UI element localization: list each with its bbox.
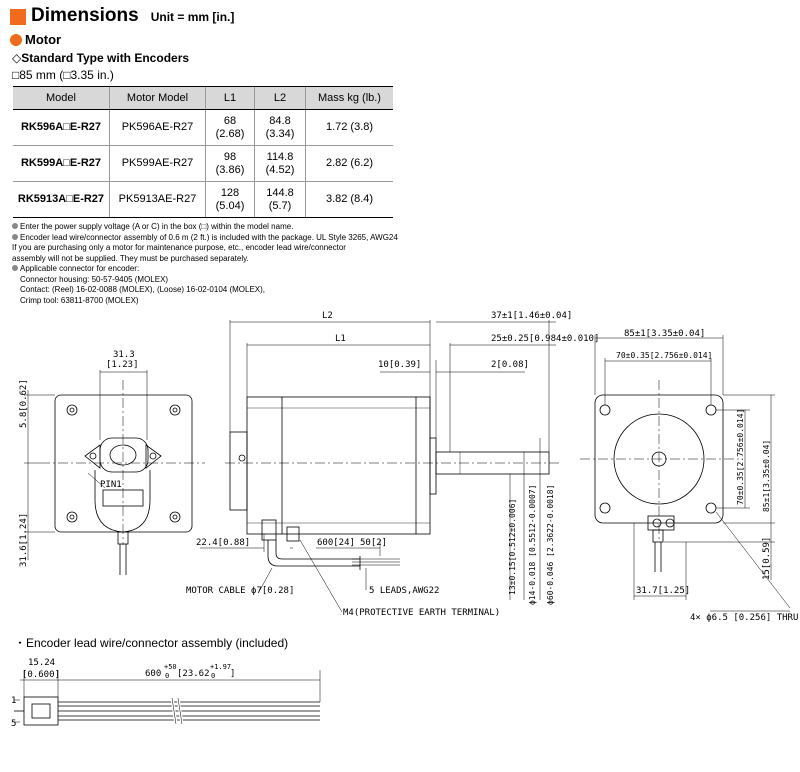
dim-70: 70±0.35[2.756±0.014]	[616, 351, 713, 360]
hole-icon	[706, 503, 716, 513]
page-title: Dimensions Unit = mm [in.]	[31, 5, 235, 26]
dim-60: ϕ60-0.046 [2.3622-0.0018]	[546, 484, 555, 605]
dim-37: 37±1[1.46±0.04]	[491, 311, 573, 321]
unit-label: Unit = mm [in.]	[150, 10, 235, 24]
col-model: Model	[13, 87, 110, 110]
cell-motor-model: PK599AE-R27	[110, 146, 206, 182]
dim-2: 2[0.08]	[491, 360, 529, 370]
note-2: Encoder lead wire/connector assembly of 0.6 m (2 ft.) is included with the package. UL Style 3265, AWG24	[12, 233, 412, 244]
dim-25: 25±0.25[0.984±0.010]	[491, 334, 600, 344]
cell-l2: 144.8 (5.7)	[255, 182, 306, 218]
hole-center	[173, 408, 177, 412]
hole-icon	[170, 405, 180, 415]
encoder-cover	[230, 432, 247, 510]
dim-cable-600-in: [23.62	[177, 669, 210, 679]
connector-latch	[32, 704, 50, 718]
dim-0-600: [0.600]	[22, 670, 60, 680]
cell-model: RK596A□E-R27	[13, 110, 110, 146]
hole-icon	[600, 503, 610, 513]
hole-icon	[67, 405, 77, 415]
col-l1: L1	[206, 87, 255, 110]
note-3: Applicable connector for encoder:	[12, 264, 412, 275]
hole-icon	[67, 512, 77, 522]
col-motor-model: Motor Model	[110, 87, 206, 110]
cell-model: RK599A□E-R27	[13, 146, 110, 182]
dim-15: 15[0.59]	[762, 536, 772, 580]
motor-cable-label: MOTOR CABLE ϕ7[0.28]	[186, 586, 295, 596]
cell-mass: 2.82 (6.2)	[306, 146, 394, 182]
hole-icon	[170, 512, 180, 522]
dim-5-8: 5.8[0.62]	[19, 379, 29, 428]
dim-22-4: 22.4[0.88]	[196, 538, 251, 548]
dim-cable-600-in-tol2: 0	[211, 672, 216, 680]
pilot	[430, 438, 436, 494]
note-3b: Contact: (Reel) 16-02-0088 (MOLEX), (Loose) 16-02-0104 (MOLEX),	[20, 285, 265, 294]
note-3c: Crimp tool: 63811-8700 (MOLEX)	[20, 295, 139, 305]
hole-center	[173, 515, 177, 519]
cell-l2: 84.8 (3.34)	[255, 110, 306, 146]
cell-l1: 128 (5.04)	[206, 182, 255, 218]
rear-flange	[55, 395, 192, 532]
dim-cable-600: 600	[145, 669, 162, 679]
encoder-ear-left	[85, 445, 100, 468]
cell-l1: 68 (2.68)	[206, 110, 255, 146]
hole-center	[70, 408, 74, 412]
rear-view	[24, 370, 205, 575]
dim-cable-600-in-tol: +1.97	[210, 663, 232, 671]
dim-13: 13±0.15[0.512±0.006]	[508, 498, 517, 595]
cell-motor-model: PK5913AE-R27	[110, 182, 206, 218]
screw-icon	[90, 453, 96, 459]
dim-cable-600-tol2: 0	[165, 672, 170, 680]
dim-85-vertical: 85±1[3.35±0.04]	[762, 439, 771, 512]
dim-1-23: [1.23]	[106, 360, 139, 370]
dim-50: 50[2]	[360, 538, 388, 548]
screw-icon	[239, 455, 245, 461]
note-1: Enter the power supply voltage (A or C) in the box (□) within the model name.	[12, 222, 412, 233]
dim-31-6: 31.6[1.24]	[19, 512, 29, 567]
cell-l1: 98 (3.86)	[206, 146, 255, 182]
dim-14: ϕ14-0.018 [0.5512-0.0007]	[528, 484, 537, 605]
col-l2: L2	[255, 87, 306, 110]
dim-600: 600[24]	[317, 538, 355, 548]
cell-l2: 114.8 (4.52)	[255, 146, 306, 182]
section-title: Motor	[25, 32, 62, 47]
col-mass: Mass kg (lb.)	[306, 87, 394, 110]
hole-icon	[706, 405, 716, 415]
pin-1-label: 1	[11, 696, 17, 706]
dim-cable-600-close: ]	[230, 669, 236, 679]
front-view	[580, 335, 790, 611]
motor-body	[247, 397, 430, 534]
cell-model: RK5913A□E-R27	[13, 182, 110, 218]
dim-10: 10[0.39]	[378, 360, 422, 370]
dim-15-24: 15.24	[28, 658, 56, 668]
cell-mass: 1.72 (3.8)	[306, 110, 394, 146]
hole-icon	[600, 405, 610, 415]
connector-housing	[24, 697, 58, 725]
subsection-title: ◇Standard Type with Encoders	[12, 51, 190, 65]
dim-cable-600-tol: +50	[164, 663, 177, 671]
frame-size: □85 mm (□3.35 in.)	[12, 68, 114, 82]
dim-70-vertical: 70±0.35[2.756±0.014]	[736, 408, 745, 505]
cable-gland	[653, 530, 663, 542]
pin-5-label: 5	[11, 719, 17, 729]
encoder-cap	[100, 438, 148, 472]
m4-label: M4(PROTECTIVE EARTH TERMINAL)	[343, 608, 501, 618]
cell-motor-model: PK596AE-R27	[110, 110, 206, 146]
dim-85: 85±1[3.35±0.04]	[624, 329, 706, 339]
encoder-assembly-title: ・Encoder lead wire/connector assembly (included)	[14, 636, 289, 650]
dim-31-3: 31.3	[113, 350, 135, 360]
dim-l2: L2	[322, 311, 333, 321]
leads-label: 5 LEADS,AWG22	[369, 586, 440, 596]
cell-mass: 3.82 (8.4)	[306, 182, 394, 218]
note-3a: Connector housing: 50-57-9405 (MOLEX)	[20, 274, 169, 284]
note-2b: If you are purchasing only a motor for maintenance purpose, etc., encoder lead wire/connector	[12, 243, 346, 252]
holes-label: 4× ϕ6.5 [0.256] THRU	[690, 613, 799, 623]
screw-icon	[150, 453, 156, 459]
note-2c: assembly will not be supplied. They must be purchased separately.	[12, 253, 249, 263]
dim-31-7: 31.7[1.25]	[636, 586, 691, 596]
hole-center	[70, 515, 74, 519]
pin1-label: PIN1	[100, 480, 122, 490]
dim-l1: L1	[335, 334, 346, 344]
